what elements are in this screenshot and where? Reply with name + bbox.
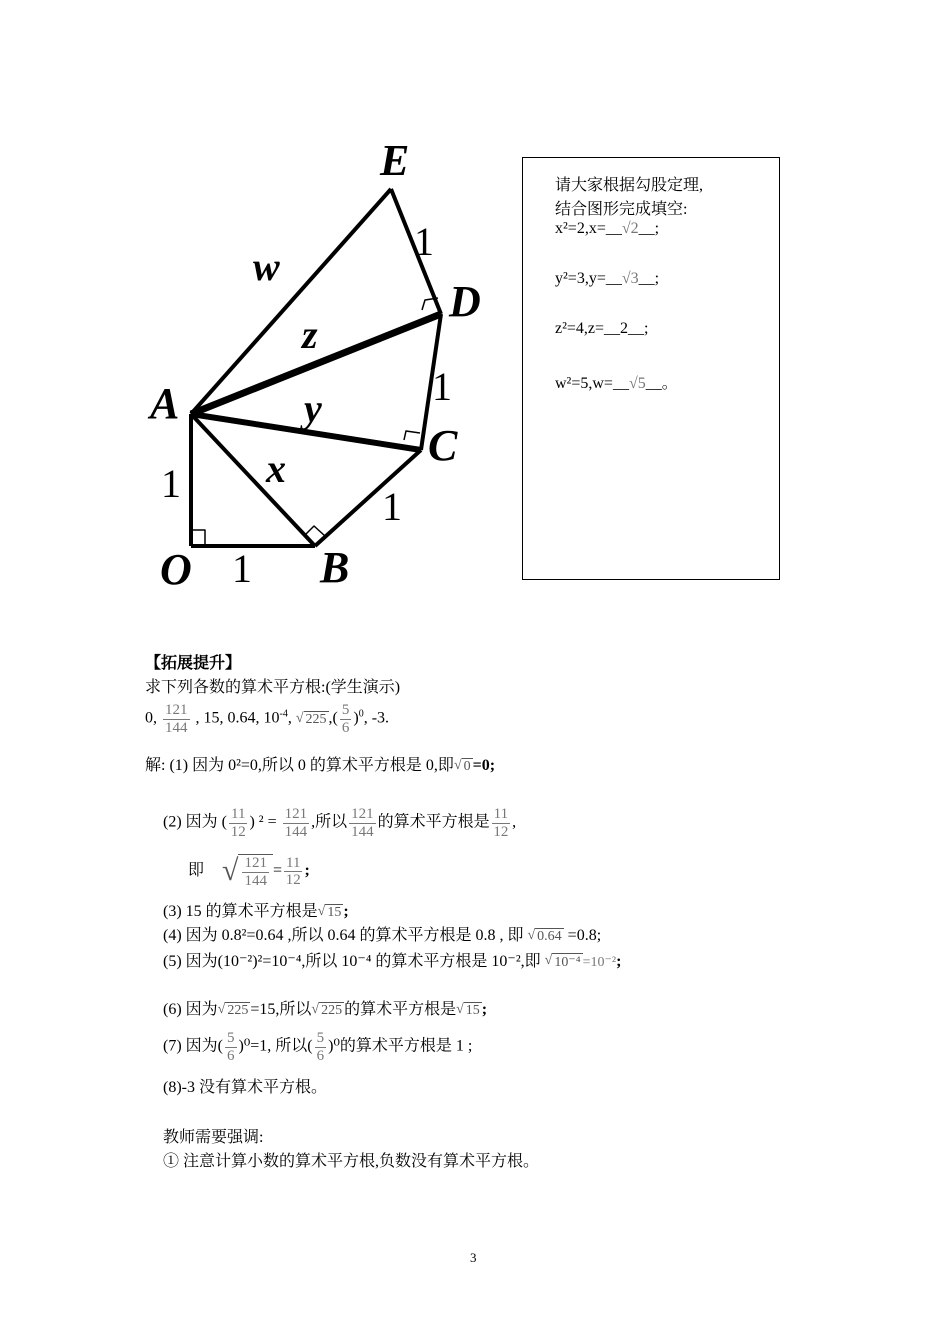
label-E: E [380,136,410,185]
teacher-note-title: 教师需要强调: [163,1129,264,1146]
var-z: z [302,312,318,357]
list-comma: , [287,709,292,727]
box-w-tail: __。 [645,375,678,392]
label-D: D [449,277,481,326]
paren-open: ,( [328,709,338,727]
box-y-eq: y²=3,y=__ [555,270,622,287]
box-instruction-2: 结合图形完成填空: [555,201,688,218]
right-angle-O [191,530,205,546]
box-w-line [555,370,678,393]
box-w-eq: w²=5,w=__ [555,375,629,392]
sqrt-225: √ 225 [295,710,327,727]
frac-5-6: $\frac{5}{6}$ [341,702,350,736]
frac-121-144-b: $\frac{121}{144}$ [351,806,374,840]
exp-neg4: -4 [279,708,288,720]
sqrt-15: √ 15 [317,903,342,920]
segment-BC [315,450,421,546]
right-angle-C [404,431,420,440]
box-z-line [555,320,649,338]
sqrt-frac-121-144: √ $\frac{121}{144}$ [222,854,273,889]
box-y-tail: __; [638,270,660,287]
number-list [145,702,389,736]
var-x: x [266,446,286,491]
solution-7: (7) 因为( $\frac{5}{6}$ )⁰=1, 所以( $\frac{5}{6}$ )⁰的算术平方根是 1 ; [163,1030,473,1064]
side-ED: 1 [414,219,434,264]
box-z-eq: z²=4,z=__ [555,320,621,337]
side-CB: 1 [382,484,402,529]
box-x-tail: __; [638,220,660,237]
solution-4: (4) 因为 0.8²=0.64 ,所以 0.64 的算术平方根是 0.8 , 即 √ 0.64 =0.8; [163,927,602,944]
box-x-line [555,220,659,238]
frac-11-12-c: $\frac{11}{12}$ [285,854,301,888]
box-x-eq: x²=2,x=__ [555,220,622,237]
exp-0: 0 [358,708,364,720]
box-y-line [555,270,659,288]
label-A: A [150,379,180,428]
box-y-answer: √3 [621,270,639,287]
box-z-answer: 2 [620,320,629,337]
solution-3: (3) 15 的算术平方根是 √ 15 ; [163,903,349,920]
label-C: C [428,421,458,470]
var-w: w [253,244,280,289]
sqrt-0: √ 0 [453,757,471,774]
solution-2-ji: 即 √ $\frac{121}{144}$ = $\frac{11}{12}$ ; [188,854,310,889]
list-end: , -3. [363,709,390,727]
list-zero: 0, [145,709,157,727]
solution-6: (6) 因为 √ 225 =15,所以 √ 225 的算术平方根是 √ 15 ; [163,1001,488,1018]
var-y: y [304,386,322,431]
paren-close: ) [353,709,359,727]
page-number: 3 [470,1250,477,1265]
solution-2: (2) 因为 ( $\frac{11}{12}$ ) ² = $\frac{121}{144}$ ,所以 $\frac{121}{144}$ 的算术平方根是 $\frac{11}{12}$ , [163,806,517,840]
box-w-answer: √5 [628,375,646,392]
frac-11-12-b: $\frac{11}{12}$ [493,806,509,840]
solution-8: (8)-3 没有算术平方根。 [163,1079,327,1096]
label-B: B [320,543,350,592]
segment-AB [191,414,315,546]
side-DC: 1 [432,364,452,409]
sqrt-225-a: √ 225 [217,1001,249,1018]
sqrt-225-b: √ 225 [311,1001,343,1018]
s5-eq: =10⁻² [582,955,617,970]
frac-121-144-a: $\frac{121}{144}$ [284,806,308,840]
list-mid: , 15, 0.64, 10 [195,709,280,727]
section-prompt: 求下列各数的算术平方根:(学生演示) [145,679,401,696]
sqrt-0-64: √ 0.64 [527,927,562,944]
frac-5-6-b: $\frac{5}{6}$ [316,1030,325,1064]
box-x-answer: √2 [621,220,639,237]
box-instruction-1: 请大家根据勾股定理, [555,177,704,194]
side-OB: 1 [232,546,252,591]
right-angle-B [304,526,325,536]
box-z-tail: __; [628,320,649,337]
section-title: 【拓展提升】 [145,655,242,672]
frac-11-12: $\frac{11}{12}$ [230,806,246,840]
sqrt-15-b: √ 15 [456,1001,480,1018]
sqrt-10-neg4: √ 10⁻⁴ [544,953,581,971]
teacher-note-1: ① 注意计算小数的算术平方根,负数没有算术平方根。 [163,1153,540,1170]
frac-5-6-a: $\frac{5}{6}$ [227,1030,235,1064]
label-O: O [160,545,192,594]
spiral-triangle-figure [0,0,520,600]
frac-121-144: $\frac{121}{144}$ [165,702,188,736]
side-AO: 1 [161,461,181,506]
fill-in-box [522,157,780,580]
solution-1: 解: (1) 因为 0²=0,所以 0 的算术平方根是 0,即 √ 0 =0; [145,757,496,774]
segment-AE [191,189,391,414]
solution-5: (5) 因为(10⁻²)²=10⁻⁴,所以 10⁻⁴ 的算术平方根是 10⁻²,即 √ 10⁻⁴ =10⁻²; [163,953,622,971]
